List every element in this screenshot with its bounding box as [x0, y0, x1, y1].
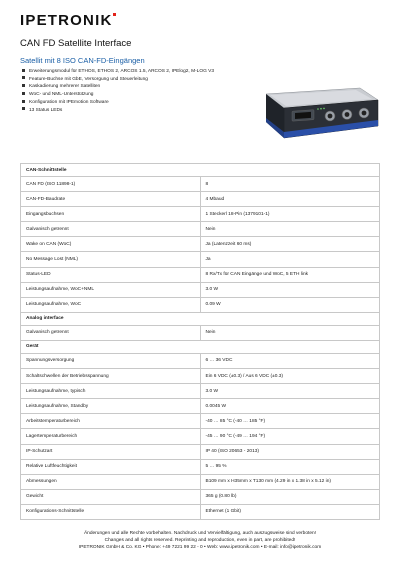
spec-value: 3.0 W: [200, 282, 380, 297]
feature-text: Feature-Buchse mit GbE, Versorgung und Steuerleitung: [29, 76, 148, 82]
spec-label: CAN-FD-Baudrate: [21, 192, 201, 207]
spec-row: [21, 192, 380, 207]
spec-label: Arbeitstemperaturbereich: [21, 414, 201, 429]
spec-section-title: Analog interface: [21, 312, 380, 325]
spec-value: 5 … 95 %: [200, 459, 380, 474]
company-logo: [20, 12, 116, 29]
feature-list: [22, 68, 214, 114]
spec-value: B109 mm x H35mm x T130 mm (4.29 in x 1.38 in x 5.12 in): [200, 474, 380, 489]
spec-value: 0.0045 W: [200, 399, 380, 414]
feature-item: [22, 76, 214, 84]
spec-value: 8: [200, 177, 380, 192]
spec-label: Leistungsaufnahme, Standby: [21, 399, 201, 414]
spec-label: Galvanisch getrennt: [21, 325, 201, 340]
spec-value: -45 … 90 °C (-49 … 194 °F): [200, 429, 380, 444]
spec-label: Leistungsaufnahme, WoC: [21, 297, 201, 312]
spec-label: No Message Lost (NML): [21, 252, 201, 267]
spec-label: Spannungsversorgung: [21, 353, 201, 368]
product-title: CAN FD Satellite Interface: [20, 38, 132, 49]
feature-text: Konfiguration mit IPEmotion Software: [29, 99, 109, 105]
spec-table: [20, 163, 380, 520]
spec-value: -40 … 85 °C (-40 … 185 °F): [200, 414, 380, 429]
spec-row: [21, 325, 380, 340]
spec-row: [21, 504, 380, 519]
footer: [0, 530, 400, 552]
spec-row: [21, 282, 380, 297]
spec-row: [21, 177, 380, 192]
spec-row: [21, 353, 380, 368]
spec-section-title: CAN-Schnittstelle: [21, 164, 380, 177]
footer-line-rights-de: Änderungen und alle Rechte vorbehalten. Nachdruck und Vervielfältigung, auch auszugsweise sind verboten!: [83, 531, 316, 536]
spec-value: Ja: [200, 252, 380, 267]
footer-line-contact: IPETRONIK GmbH & Co. KG • Phone: +49 7221 99 22 - 0 • Web: www.ipetronik.com • E-mail: info@ipetronik.com: [78, 545, 322, 551]
spec-section-header: [21, 164, 380, 177]
spec-row: [21, 399, 380, 414]
spec-label: Lagertemperaturbereich: [21, 429, 201, 444]
feature-item: [22, 83, 214, 91]
spec-value: Ein 6 VDC (±0.3) / Aus 6 VDC (±0.3): [200, 369, 380, 384]
spec-section-header: [21, 312, 380, 325]
spec-row: [21, 207, 380, 222]
spec-row: [21, 459, 380, 474]
spec-value: 4 Mbaud: [200, 192, 380, 207]
spec-value: IP 40 (ISO 20653 - 2013): [200, 444, 380, 459]
spec-row: [21, 369, 380, 384]
spec-value: 8 Rx/Tx für CAN Eingänge und WoC, 5 ETH link: [200, 267, 380, 282]
bullet-icon: [22, 107, 25, 110]
spec-label: Eingangsbuchsen: [21, 207, 201, 222]
bullet-icon: [22, 92, 25, 95]
logo-dot: [113, 13, 116, 16]
spec-value: 6 … 36 VDC: [200, 353, 380, 368]
bullet-icon: [22, 100, 25, 103]
spec-row: [21, 252, 380, 267]
footer-line-rights-en: Changes and all rights reserved. Reprinting and reproduction, even in part, are prohibited!: [104, 538, 296, 544]
spec-row: [21, 429, 380, 444]
spec-row: [21, 237, 380, 252]
spec-label: CAN FD (ISO 11898-1): [21, 177, 201, 192]
spec-value: Nein: [200, 222, 380, 237]
feature-text: WoC- und NML-Unterstützung: [29, 92, 94, 98]
spec-row: [21, 267, 380, 282]
spec-row: [21, 444, 380, 459]
spec-row: [21, 384, 380, 399]
spec-value: 365 g (0.80 lb): [200, 489, 380, 504]
spec-label: Leistungsaufnahme, WoC+NML: [21, 282, 201, 297]
spec-value: 0.09 W: [200, 297, 380, 312]
spec-label: Schaltschwellen der Betriebsspannung: [21, 369, 201, 384]
spec-row: [21, 489, 380, 504]
spec-row: [21, 222, 380, 237]
feature-text: 13 Status LEDs: [29, 107, 63, 113]
spec-section-header: [21, 340, 380, 353]
spec-value: Nein: [200, 325, 380, 340]
spec-row: [21, 414, 380, 429]
spec-label: Gewicht: [21, 489, 201, 504]
spec-label: Status-LED: [21, 267, 201, 282]
spec-row: [21, 297, 380, 312]
spec-value: Ja (Latenzzeit 60 ms): [200, 237, 380, 252]
spec-label: Galvanisch getrennt: [21, 222, 201, 237]
feature-item: [22, 99, 214, 107]
product-image: [252, 86, 382, 150]
spec-value: 3.0 W: [200, 384, 380, 399]
bullet-icon: [22, 84, 25, 87]
spec-label: Wake on CAN (WoC): [21, 237, 201, 252]
spec-label: Leistungsaufnahme, typisch: [21, 384, 201, 399]
spec-value: 1 Steckerl 18-Pin (1379101-1): [200, 207, 380, 222]
spec-label: IP-Schutzart: [21, 444, 201, 459]
product-subtitle: Satellit mit 8 ISO CAN-FD-Eingängen: [20, 56, 145, 65]
feature-text: Erweiterungsmodul für ETHOS, ETHOS 2, ARCOS 1.5, ARCOS 2, IPElog2, M-LOG V3: [29, 69, 215, 74]
spec-value: Ethernet (1 Gbit): [200, 504, 380, 519]
spec-table-body: [21, 164, 380, 520]
spec-label: Konfigurations-Schnittstelle: [21, 504, 201, 519]
logo-text: IPETRONIK: [20, 12, 113, 29]
feature-text: Kaskadierung mehrerer Satelliten: [29, 84, 101, 90]
spec-section-title: Gerät: [21, 340, 380, 353]
spec-row: [21, 474, 380, 489]
bullet-icon: [22, 76, 25, 79]
spec-label: Relative Luftfeuchtigkeit: [21, 459, 201, 474]
spec-label: Abmessungen: [21, 474, 201, 489]
bullet-icon: [22, 69, 25, 72]
feature-item: [22, 91, 214, 99]
feature-item: [22, 107, 214, 115]
feature-item: [22, 68, 214, 76]
